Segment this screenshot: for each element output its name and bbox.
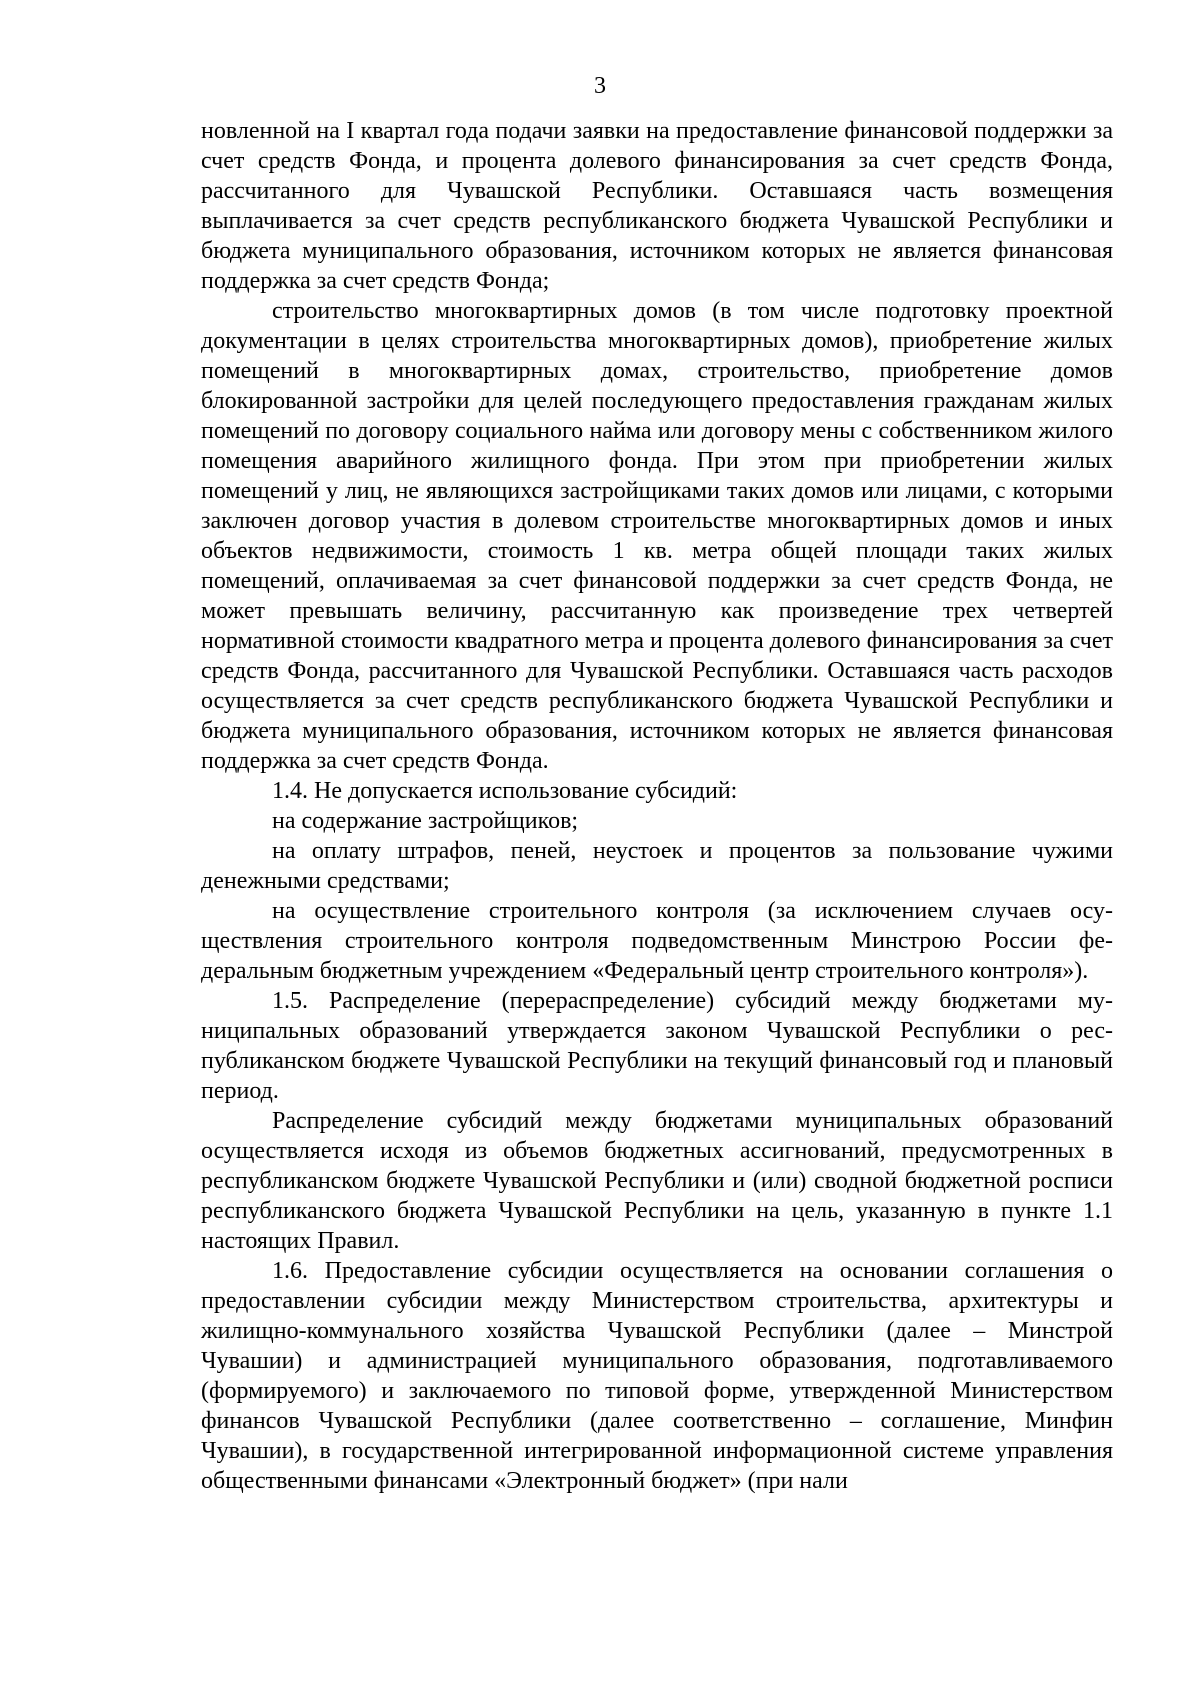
page-number: 3	[594, 73, 606, 99]
paragraph-1-4-item-developers: на содержание застройщиков;	[272, 808, 579, 834]
paragraph-construction: строительство многоквартирных домов (в том числе подготовку проектной документации в целях строительства многоквартирных домов), приобретение жилых помещений в многоквартирных домах, строительство, приобретение домов блокированной застройки для целей последующего предоставления гражданам жилых помещений по договору социального найма или договору мены с собственником жилого помещения аварийного жилищного фонда. При этом при приобретении жилых помещений у лиц, не являющихся застройщиками таких домов или лицами, с которыми заключен договор участия в долевом строительстве многоквартирных домов и иных объектов недвижимости, стоимость 1 кв. метра общей площади таких жилых помещений, оплачиваемая за счет финансовой поддержки за счет средств Фонда, не может превышать величину, рассчитанную как произведение трех четвертей нормативной стоимости квадратного метра и процента долевого финансирования за счет средств Фонда, рассчитанного для Чувашской Республики. Оставшаяся часть расходов осуществляется за счет средств республиканского бюджета Чувашской Республики и бюджета муниципального образования, источником которых не является финансовая поддержка за счет средств Фонда.	[201, 298, 1113, 774]
paragraph-1-4-item-control: на осуществление строительного контроля (за исключением случаев осуществления строительного контроля подведомственным Минстрою России федеральным бюджетным учреждением «Федеральный центр строительного контроля»).	[201, 898, 1113, 984]
paragraph-1-5: 1.5. Распределение (перераспределение) субсидий между бюджетами муниципальных образований утверждается законом Чувашской Республики о республиканском бюджете Чувашской Республики на текущий финансовый год и плановый период.	[201, 988, 1113, 1104]
document-body	[201, 116, 1113, 1496]
paragraph-1-6: 1.6. Предоставление субсидии осуществляется на основании соглашения о предоставлении субсидии между Министерством строительства, архитектуры и жилищно-коммунального хозяйства Чувашской Республики (далее – Минстрой Чувашии) и администрацией муниципального образования, подготавливаемого (формируемого) и заключаемого по типовой форме, утвержденной Министерством финансов Чувашской Республики (далее соответственно – соглашение, Минфин Чувашии), в государственной интегрированной информационной системе управления общественными финансами «Электронный бюджет» (при нали	[201, 1258, 1113, 1494]
paragraph-1-4-heading: 1.4. Не допускается использование субсидий:	[272, 778, 738, 804]
paragraph-continuation: новленной на I квартал года подачи заявки на предоставление финансовой поддержки за счет средств Фонда, и процента долевого финансирования за счет средств Фонда, рассчитанного для Чувашской Республики. Оставшаяся часть возмещения выплачивается за счет средств республиканского бюджета Чувашской Республики и бюджета муниципального образования, источником которых не является финансовая поддержка за счет средств Фонда;	[201, 118, 1113, 294]
paragraph-1-4-item-penalties: на оплату штрафов, пеней, неустоек и процентов за пользование чужими денежными средствами;	[201, 838, 1113, 894]
paragraph-distribution: Распределение субсидий между бюджетами муниципальных образований осуществляется исходя из объемов бюджетных ассигнований, предусмотренных в республиканском бюджете Чувашской Республики и (или) сводной бюджетной росписи республиканского бюджета Чувашской Республики на цель, указанную в пункте 1.1 настоящих Правил.	[201, 1108, 1113, 1254]
